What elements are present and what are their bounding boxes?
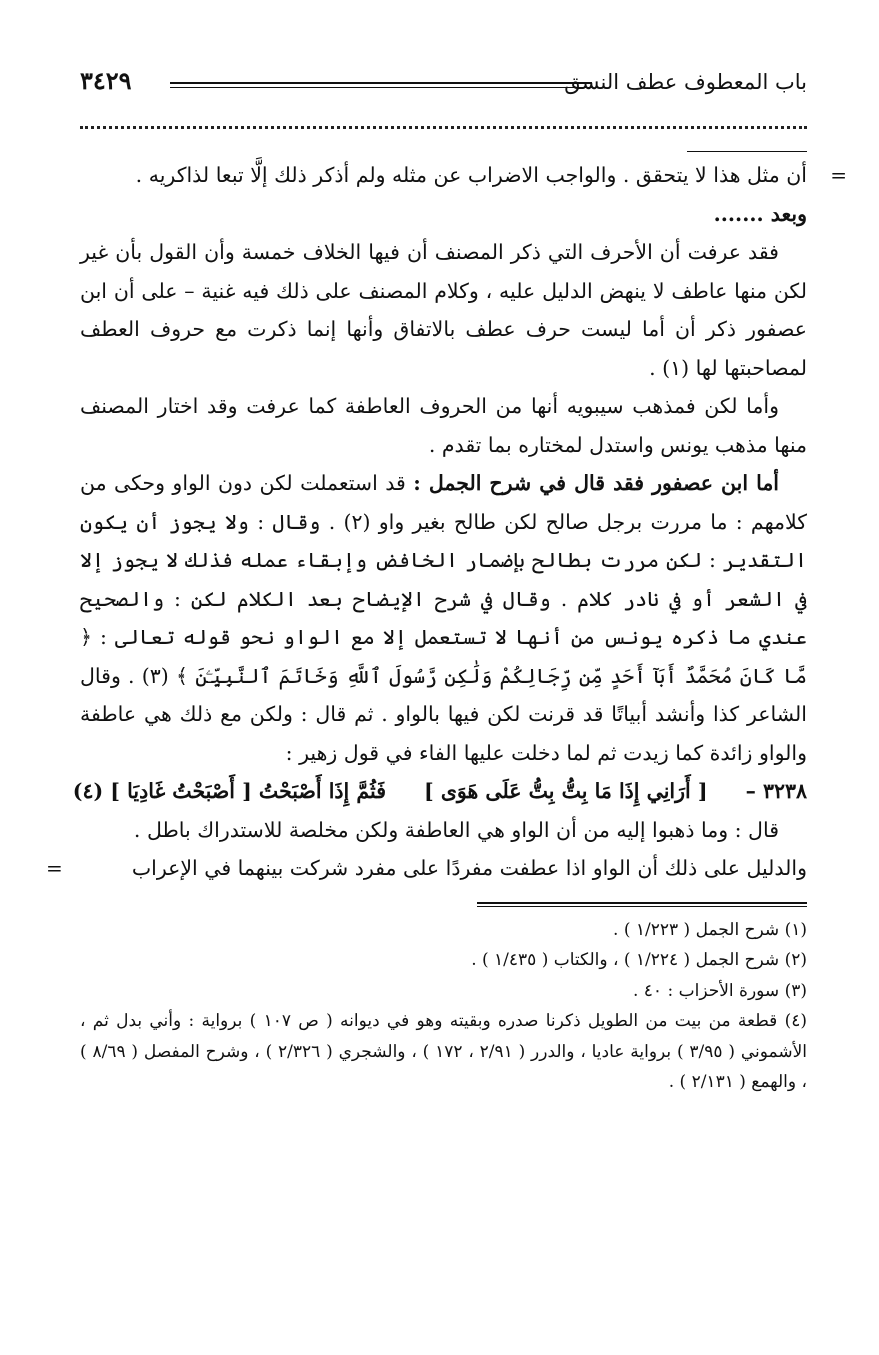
paragraph xyxy=(80,464,807,772)
footnote: (١) شرح الجمل ( ١/٢٢٣ ) . xyxy=(613,919,807,940)
section-heading: وبعد ....... xyxy=(713,201,807,226)
paragraph: فقد عرفت أن الأحرف التي ذكر المصنف أن فيها الخلاف خمسة وأن القول بأن غير لكن منها عاطف لا ينهض الدليل عليه ، وكلام المصنف على ذلك فيه غنية – على أن ابن عصفور ذكر أن أما ليست حرف عطف بالاتفاق وأنها إنما ذكرت مع حروف العطف لمصاحبتها لها (١) . xyxy=(80,240,807,380)
page-number: ٣٤٢٩ xyxy=(80,66,132,95)
header-rule xyxy=(170,82,592,88)
paragraph-continued xyxy=(46,849,807,888)
verse-second-hemistich: فَثُمَّ إِذَا أَصْبَحْتُ [ أَصْبَحْتُ غَادِيَا ] (٤) xyxy=(72,779,387,803)
footnotes xyxy=(80,915,807,1098)
continuation-mark: = xyxy=(46,856,63,880)
continuation-rule xyxy=(687,151,807,152)
poem-verse xyxy=(72,772,807,811)
chapter-title: باب المعطوف عطف النسق xyxy=(564,70,807,94)
footnote-separator xyxy=(477,902,807,907)
page-header xyxy=(80,60,807,104)
dotted-separator xyxy=(80,126,807,129)
paragraph-text: أن مثل هذا لا يتحقق . والواجب الاضراب عن مثله ولم أذكر ذلك إلَّا تبعا لذاكريه . xyxy=(135,163,807,187)
footnote: (٤) قطعة من بيت من الطويل ذكرنا صدره وبقيته وهو في ديوانه ( ص ١٠٧ ) برواية : وأني بدل ثم ، الأشموني ( ٣/٩٥ ) برواية عاديا ، والدرر ( ٢/٩١ ، ١٧٢ ) ، والشجري ( ٢/٣٢٦ ) ، وشرح المفصل ( ٨/٦٩ ) ، والهمع ( ٢/١٣١ ) . xyxy=(80,1011,807,1092)
paragraph-continuation xyxy=(80,156,847,195)
paragraph: وأما لكن فمذهب سيبويه أنها من الحروف العاطفة كما عرفت وقد اختار المصنف منها مذهب يونس واستدل لمختاره بما تقدم . xyxy=(80,394,807,457)
footnote: (٢) شرح الجمل ( ١/٢٢٤ ) ، والكتاب ( ١/٤٣٥ ) . xyxy=(471,950,807,970)
verse-number: ٣٢٣٨ – xyxy=(745,779,807,803)
paragraph-lead: أما ابن عصفور فقد قال في شرح الجمل : xyxy=(413,471,779,495)
paragraph-text: قد استعملت لكن دون الواو وحكى من كلامهم : ما مررت برجل صالح لكن طالح بغير واو (٢) . وقال : ولا يجوز أن يكون التقدير : لكن مررت بطالح بإضمار الخافض وإبقاء عمله فذلك لا يجوز إلا في الشعر أو في نادر كلام . وقال في شرح الإيضاح بعد الكلام لكن : والصحيح عندي ما ذكره يونس من أنها لا تستعمل إلا مع الواو نحو قوله تعالى : ﴿ مَّا كَانَ مُحَمَّدٌ أَبَآ أَحَدٍ مِّن رِّجَالِكُمْ وَلَٰكِن رَّسُولَ ٱللَّهِ وَخَاتَمَ ٱلنَّبِيِّـۧنَ ﴾ (٣) . وقال الشاعر كذا وأنشد أبياتًا قد قرنت لكن فيها بالواو . ثم قال : ولكن مع ذلك هي عاطفة والواو زائدة كما زيدت ثم لما دخلت عليها الفاء في قول زهير : xyxy=(80,471,808,765)
paragraph: قال : وما ذهبوا إليه من أن الواو هي العاطفة ولكن مخلصة للاستدراك باطل . xyxy=(133,817,779,842)
paragraph-text: والدليل على ذلك أن الواو اذا عطفت مفردًا على مفرد شركت بينهما في الإعراب xyxy=(131,856,807,880)
continuation-mark: = xyxy=(830,163,847,187)
page xyxy=(46,60,847,1315)
footnote: (٣) سورة الأحزاب : ٤٠ . xyxy=(632,980,807,1001)
main-text xyxy=(46,156,847,888)
verse-first-hemistich: [ أَرَانِي إِذَا مَا بِتُّ بِتُّ عَلَى هَوَى ] xyxy=(424,779,708,803)
